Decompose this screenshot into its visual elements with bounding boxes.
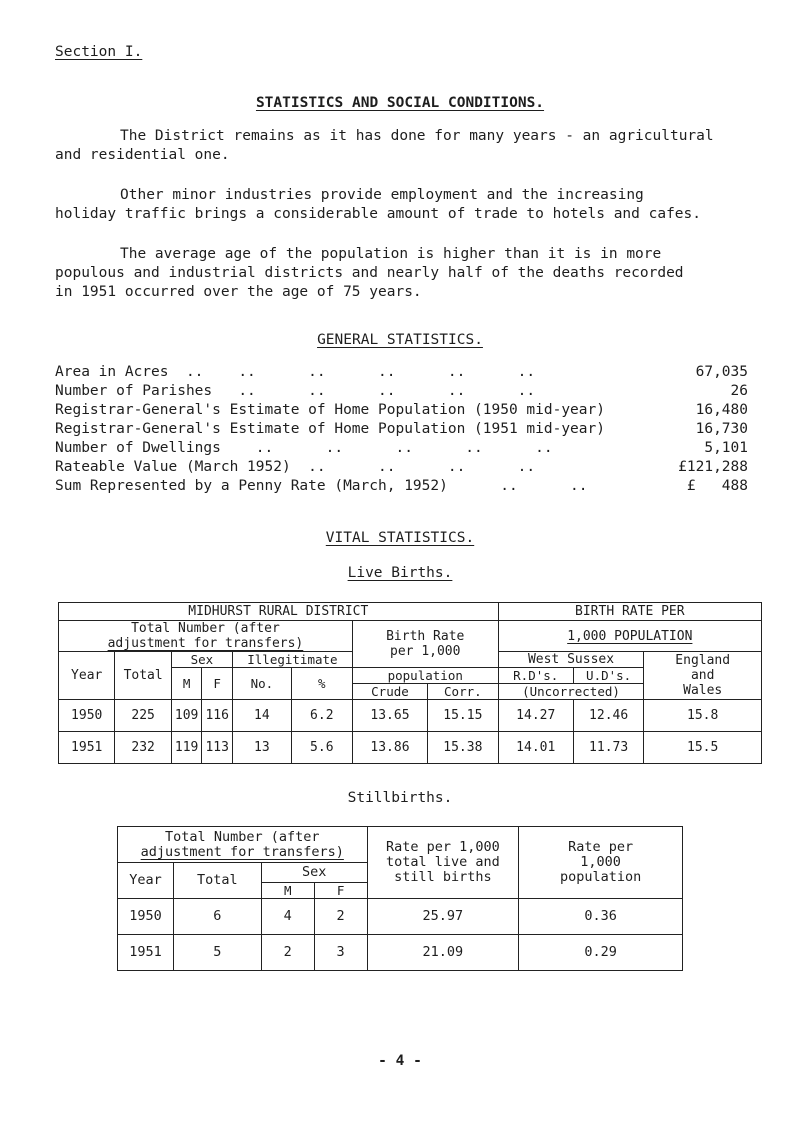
corrected-cell: 15.15 [428,700,499,732]
stat-row [55,421,760,440]
female-cell: 116 [202,700,233,732]
year-header: Year [59,652,115,700]
total-number-header: Total Number (after adjustment for transfers) [59,621,353,652]
illegitimate-percent-cell: 5.6 [291,732,352,764]
illegitimate-number-cell: 14 [232,700,291,732]
stat-label: Sum Represented by a Penny Rate (March, 1952) .. .. [55,478,588,494]
main-title: STATISTICS AND SOCIAL CONDITIONS. [255,95,545,111]
stat-label: Rateable Value (March 1952) .. .. .. .. [55,459,536,475]
industry-paragraph [55,186,755,224]
paragraph-line: The average age of the population is higher than it is in more [120,246,662,262]
comparison-header: BIRTH RATE PER [498,603,761,621]
illegitimate-percent-cell: 6.2 [291,700,352,732]
population-header: population [352,668,498,684]
table-row [118,935,683,971]
england-wales-cell: 15.5 [644,732,762,764]
intro-paragraph [55,127,755,165]
male-header: M [171,668,202,700]
total-header: Total [115,652,171,700]
rural-districts-cell: 14.01 [498,732,573,764]
stat-value: 16,730 [695,421,748,437]
stat-value: 5,101 [704,440,748,456]
stat-row [55,383,760,402]
stat-label: Number of Parishes .. .. .. .. .. [55,383,536,399]
vital-statistics-title: VITAL STATISTICS. [325,530,475,546]
female-cell: 3 [314,935,367,971]
total-cell: 5 [173,935,261,971]
crude-header: Crude [352,684,427,700]
paragraph-line: in 1951 occurred over the age of 75 years. [55,284,422,300]
table-row [59,700,762,732]
rate-per-births-cell: 25.97 [367,899,519,935]
crude-cell: 13.65 [352,700,427,732]
section-heading: Section I. [55,44,143,60]
rural-districts-header: R.D's. [498,668,573,684]
district-header: MIDHURST RURAL DISTRICT [59,603,499,621]
england-wales-header: England and Wales [644,652,762,700]
stat-label: Registrar-General's Estimate of Home Population (1950 mid-year) [55,402,605,418]
stat-row [55,364,760,383]
year-cell: 1950 [118,899,174,935]
rate-per-births-header: Rate per 1,000 total live and still births [367,827,519,899]
female-header: F [202,668,233,700]
england-wales-cell: 15.8 [644,700,762,732]
total-cell: 225 [115,700,171,732]
sex-header: Sex [171,652,232,668]
west-sussex-header: West Sussex [498,652,644,668]
paragraph-line: The District remains as it has done for many years - an agricultural [120,128,714,144]
birth-rate-header: Birth Rate per 1,000 [352,621,498,668]
total-cell: 6 [173,899,261,935]
female-cell: 113 [202,732,233,764]
general-statistics-title: GENERAL STATISTICS. [317,332,483,348]
rate-per-population-cell: 0.29 [519,935,683,971]
live-births-title: Live Births. [347,565,453,581]
illegitimate-number-header: No. [232,668,291,700]
year-header: Year [118,863,174,899]
illegitimate-percent-header: % [291,668,352,700]
male-cell: 109 [171,700,202,732]
male-cell: 4 [261,899,314,935]
stat-row [55,459,760,478]
stat-value: 16,480 [695,402,748,418]
total-number-header: Total Number (after adjustment for transfers) [118,827,368,863]
stillbirths-table [117,826,683,971]
male-cell: 119 [171,732,202,764]
paragraph-line: Other minor industries provide employment and the increasing [120,187,644,203]
corrected-header: Corr. [428,684,499,700]
male-cell: 2 [261,935,314,971]
sex-header: Sex [261,863,367,883]
rate-per-births-cell: 21.09 [367,935,519,971]
urban-districts-cell: 11.73 [573,732,644,764]
female-cell: 2 [314,899,367,935]
paragraph-line: populous and industrial districts and nearly half of the deaths recorded [55,265,684,281]
stat-row [55,402,760,421]
total-cell: 232 [115,732,171,764]
illegitimate-number-cell: 13 [232,732,291,764]
stat-value: 67,035 [695,364,748,380]
stat-label: Number of Dwellings .. .. .. .. .. [55,440,553,456]
crude-cell: 13.86 [352,732,427,764]
paragraph-line: holiday traffic brings a considerable amount of trade to hotels and cafes. [55,206,702,222]
year-cell: 1951 [59,732,115,764]
table-row [59,732,762,764]
live-births-table [58,602,762,764]
stat-value: £ 488 [686,478,748,494]
stat-value: £121,288 [678,459,748,475]
rate-per-population-header: Rate per 1,000 population [519,827,683,899]
year-cell: 1951 [118,935,174,971]
illegitimate-header: Illegitimate [232,652,352,668]
stat-row [55,478,760,497]
stat-label: Registrar-General's Estimate of Home Population (1951 mid-year) [55,421,605,437]
male-header: M [261,883,314,899]
urban-districts-header: U.D's. [573,668,644,684]
paragraph-line: and residential one. [55,147,230,163]
table-row [118,899,683,935]
stat-row [55,440,760,459]
stat-label: Area in Acres .. .. .. .. .. .. [55,364,536,380]
stillbirths-title: Stillbirths. [347,790,453,806]
rate-per-population-cell: 0.36 [519,899,683,935]
page-number: - 4 - [378,1053,422,1069]
uncorrected-header: (Uncorrected) [498,684,644,700]
female-header: F [314,883,367,899]
comparison-subheader: 1,000 POPULATION [498,621,761,652]
corrected-cell: 15.38 [428,732,499,764]
total-header: Total [173,863,261,899]
age-paragraph [55,245,755,302]
year-cell: 1950 [59,700,115,732]
urban-districts-cell: 12.46 [573,700,644,732]
rural-districts-cell: 14.27 [498,700,573,732]
stat-value: 26 [730,383,748,399]
